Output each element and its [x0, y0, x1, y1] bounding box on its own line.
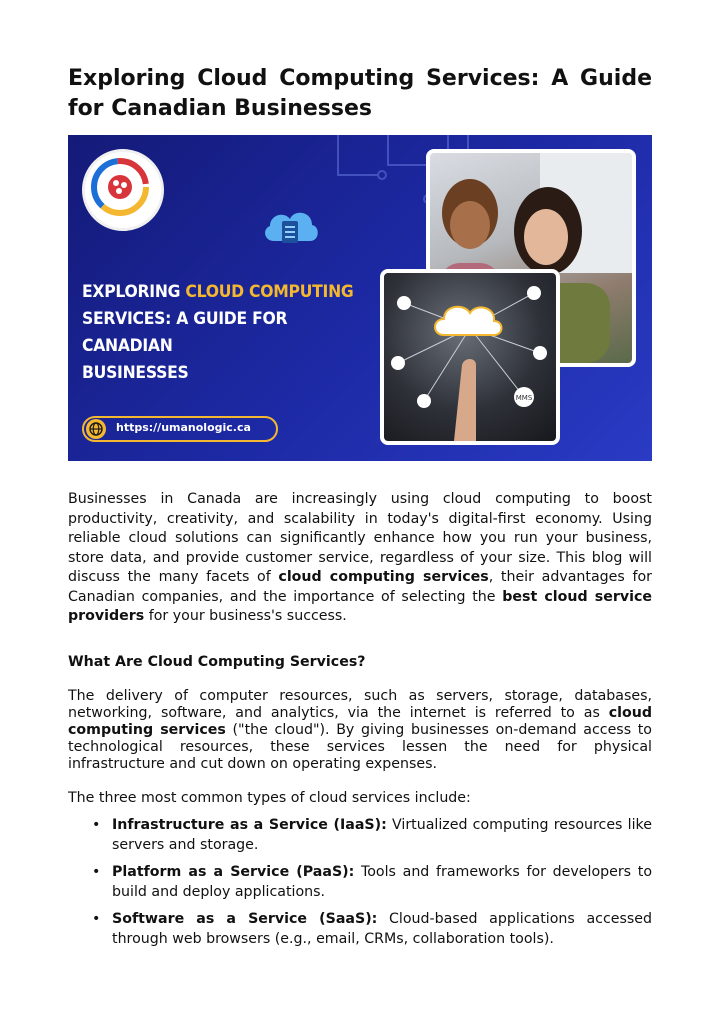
- mms-badge: MMS: [515, 394, 533, 402]
- list-item-text: Tools and frameworks for developers to build and deploy applications.: [112, 864, 652, 900]
- banner-headline-line3: BUSINESSES: [82, 363, 189, 383]
- cloud-service-types-list: [88, 816, 652, 957]
- banner-headline: [82, 279, 358, 387]
- website-url-text: https://umanologic.ca: [116, 421, 251, 434]
- website-url-badge: [82, 416, 278, 442]
- list-item: [88, 910, 652, 949]
- banner-headline-line2: SERVICES: A GUIDE FOR CANADIAN: [82, 309, 288, 356]
- definition-bold: cloud computing services: [68, 705, 652, 738]
- definition-text-1: The delivery of computer resources, such as servers, storage, databases, networking, software, and analytics, via the internet is referred to as: [68, 688, 652, 721]
- list-item-text: Virtualized computing resources like servers and storage.: [112, 817, 652, 853]
- section-heading: What Are Cloud Computing Services?: [68, 654, 366, 670]
- hero-banner: [68, 135, 652, 461]
- intro-bold-cloud-computing-services: cloud computing services: [278, 569, 489, 585]
- definition-text-2: ("the cloud"). By giving businesses on-demand access to technological resources, these services lessen the need for physical infrastructure and cut down on operating expenses.: [68, 722, 652, 772]
- intro-bold-best-cloud-service-providers: best cloud service providers: [68, 588, 652, 624]
- intro-text-3: for your business's success.: [144, 608, 347, 624]
- list-item: [88, 816, 652, 855]
- list-item-label: Infrastructure as a Service (IaaS):: [112, 817, 387, 833]
- intro-text-1: Businesses in Canada are increasingly using cloud computing to boost productivity, creativity, and scalability in today's digital-first economy. Using reliable cloud solutions can significantly enhance how you run your business, store data, and provide customer service, regardless of your size. This blog will discuss the many facets of: [68, 491, 652, 585]
- definition-paragraph: [68, 688, 652, 773]
- photo-cloud-network: [380, 269, 560, 445]
- types-intro-paragraph: The three most common types of cloud services include:: [68, 790, 471, 806]
- list-item-label: Software as a Service (SaaS):: [112, 911, 378, 927]
- globe-icon: [86, 419, 106, 439]
- intro-paragraph: [68, 490, 652, 627]
- list-item-label: Platform as a Service (PaaS):: [112, 864, 355, 880]
- page-title: Exploring Cloud Computing Services: A Guide for Canadian Businesses: [68, 66, 652, 121]
- banner-headline-highlight: CLOUD COMPUTING: [185, 282, 354, 302]
- intro-text-2: , their advantages for Canadian companies, and the importance of selecting the: [68, 569, 653, 605]
- list-item: [88, 863, 652, 902]
- cloud-server-icon: [260, 201, 322, 247]
- banner-headline-line1: EXPLORING: [82, 282, 186, 302]
- list-item-text: Cloud-based applications accessed through web browsers (e.g., email, CRMs, collaboration tools).: [112, 911, 652, 947]
- umanologic-logo: [82, 149, 164, 231]
